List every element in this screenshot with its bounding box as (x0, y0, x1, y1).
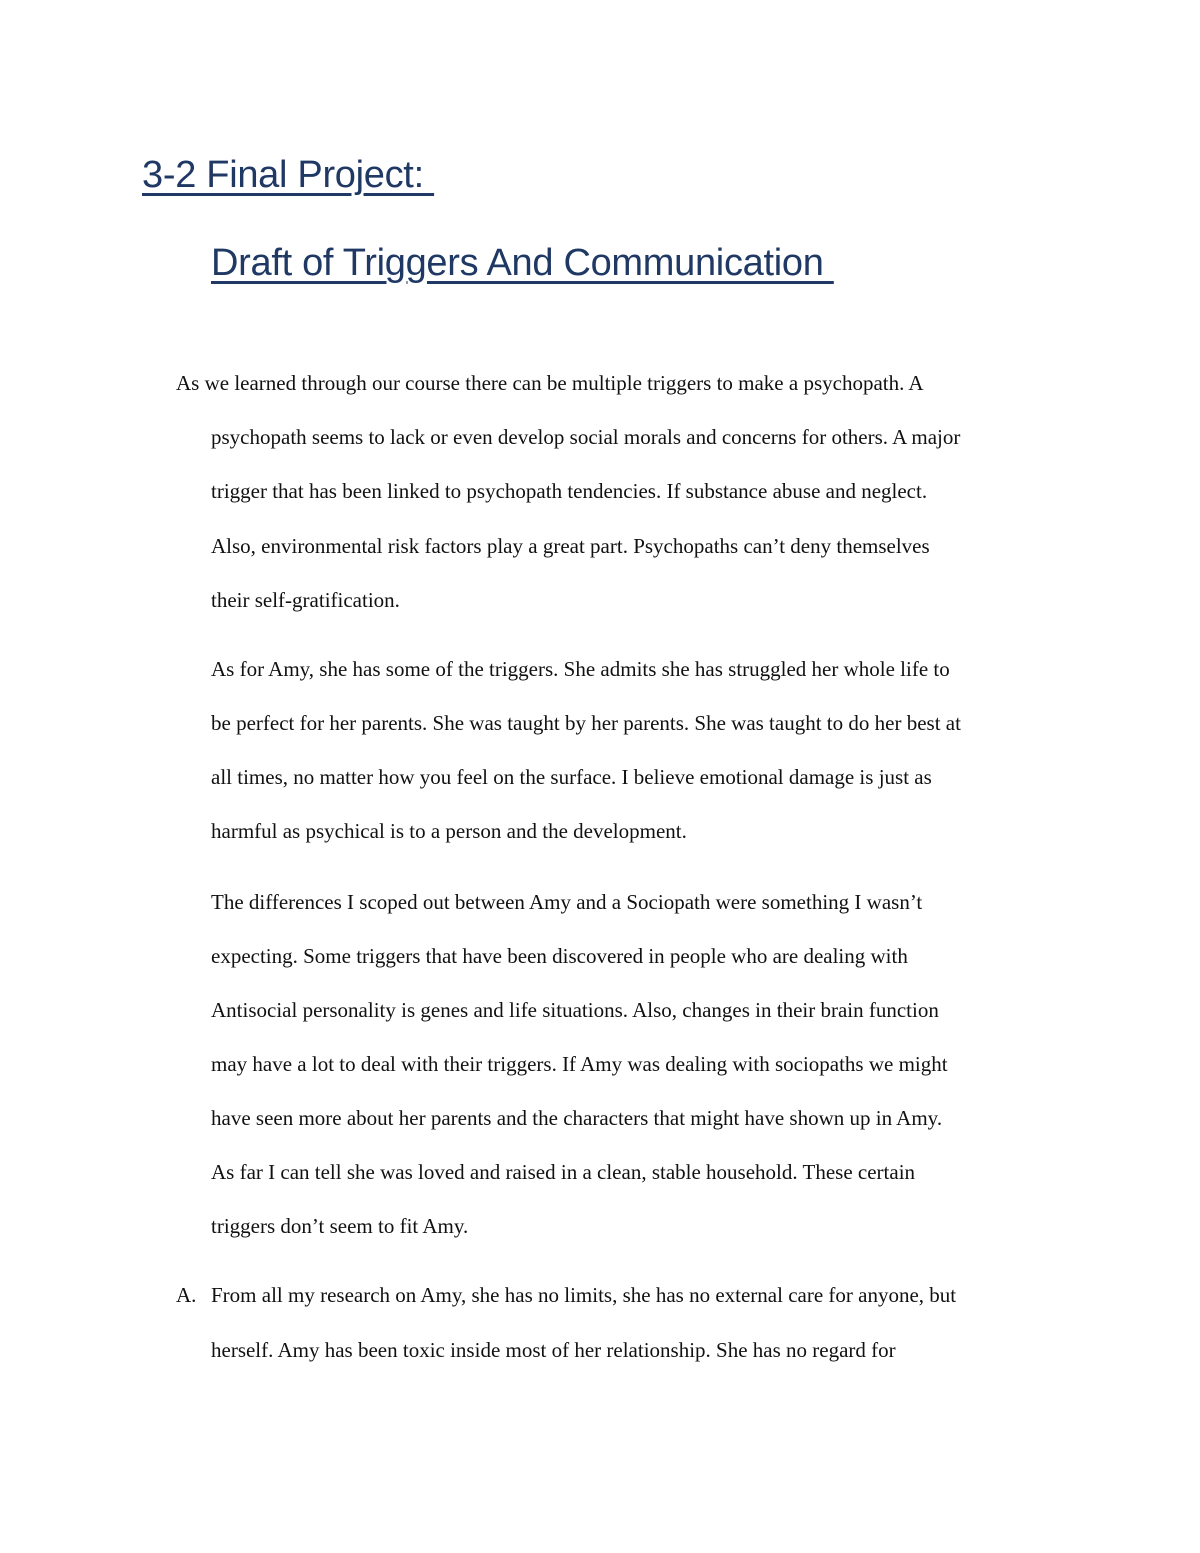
paragraph-line: triggers don’t seem to fit Amy. (211, 1214, 469, 1238)
paragraph-line: Antisocial personality is genes and life situations. Also, changes in their brain function (211, 998, 939, 1022)
paragraph-line: have seen more about her parents and the characters that might have shown up in Amy. (211, 1106, 943, 1130)
paragraph-line: expecting. Some triggers that have been discovered in people who are dealing with (211, 944, 908, 968)
paragraph-line: harmful as psychical is to a person and the development. (211, 819, 687, 843)
paragraph-line: trigger that has been linked to psychopath tendencies. If substance abuse and neglect. (211, 479, 928, 503)
paragraph-line: Also, environmental risk factors play a great part. Psychopaths can’t deny themselves (211, 534, 930, 558)
list-marker: A. (176, 1283, 197, 1307)
paragraph-line: be perfect for her parents. She was taught by her parents. She was taught to do her best at (211, 711, 961, 735)
paragraph-line: psychopath seems to lack or even develop social morals and concerns for others. A major (211, 425, 961, 449)
paragraph-line: all times, no matter how you feel on the surface. I believe emotional damage is just as (211, 765, 932, 789)
paragraph-line: As far I can tell she was loved and raised in a clean, stable household. These certain (211, 1160, 916, 1184)
paragraph-line: their self-gratification. (211, 588, 400, 612)
document-subtitle: Draft of Triggers And Communication (211, 242, 834, 284)
paragraph-line: may have a lot to deal with their triggers. If Amy was dealing with sociopaths we might (211, 1052, 948, 1076)
paragraph-line: From all my research on Amy, she has no limits, she has no external care for anyone, but (211, 1283, 957, 1307)
paragraph-line: As we learned through our course there can be multiple triggers to make a psychopath. A (176, 371, 924, 395)
paragraph-line: As for Amy, she has some of the triggers. She admits she has struggled her whole life to (211, 657, 950, 681)
paragraph-line: herself. Amy has been toxic inside most of her relationship. She has no regard for (211, 1338, 896, 1362)
document-title: 3-2 Final Project: (142, 154, 435, 196)
paragraph-line: The differences I scoped out between Amy and a Sociopath were something I wasn’t (211, 890, 923, 914)
